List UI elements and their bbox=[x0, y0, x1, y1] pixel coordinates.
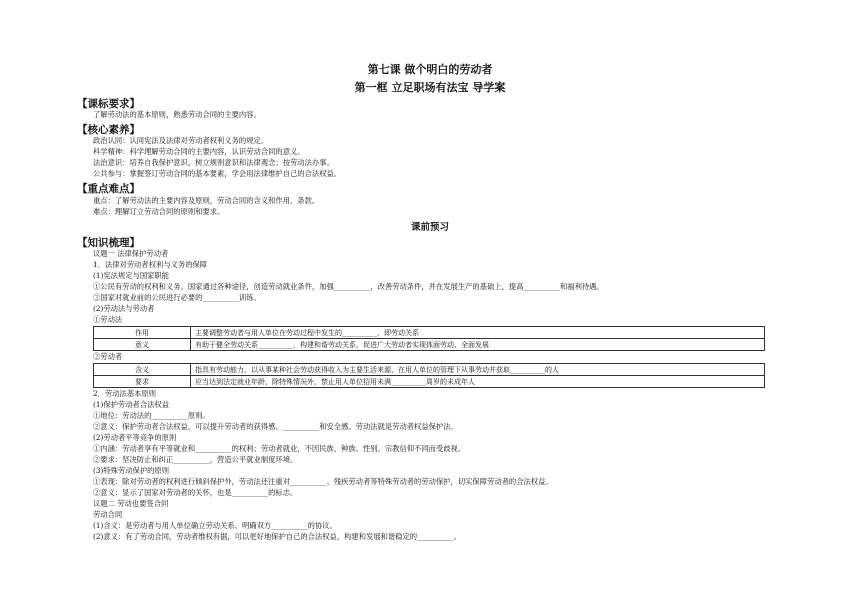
point-line: ①内涵：劳动者享有平等就业和__________的权利；劳动者就业，不因民族、种族、性别、宗教信仰不同而受歧视。 bbox=[93, 444, 466, 453]
zhongdian-line: 难点：理解订立劳动合同的原则和要求。 bbox=[93, 207, 225, 216]
hexin-line: 政治认同：认同宪法及法律对劳动者权利义务的规定。 bbox=[93, 136, 269, 145]
table-value: 有助于健全劳动关系__________，构建和谐劳动关系，促进广大劳动者实现体面劳动、全面发展 bbox=[191, 339, 765, 351]
zhongdian-line: 重点：了解劳动法的主要内容及原则，劳动合同的含义和作用、条款。 bbox=[93, 196, 320, 205]
point-line: ②国家对就业前的公民进行必要的__________训练。 bbox=[93, 293, 261, 302]
table-row bbox=[94, 376, 765, 388]
heading-kebiao: 【课标要求】 bbox=[77, 98, 140, 110]
hexin-line: 公共参与：掌握签订劳动合同的基本要素，学会用法律维护自己的合法权益。 bbox=[93, 169, 342, 178]
point-line: ①表现：除对劳动者的权利进行倾斜保护外，劳动法还注重对__________、残疾劳动者等特殊劳动者的劳动保护，切实保障劳动者的合法权益。 bbox=[93, 477, 553, 486]
lesson-title: 第七课 做个明白的劳动者 bbox=[367, 63, 493, 76]
table-row bbox=[94, 327, 765, 339]
point-line: (2)意义：有了劳动合同，劳动者维权有据，可以更好地保护自己的合法权益，构建和发展和谐稳定的__________。 bbox=[93, 532, 461, 541]
kebiao-line: 了解劳动法的基本原则，熟悉劳动合同的主要内容。 bbox=[93, 110, 261, 119]
hexin-line: 科学精神：科学理解劳动合同的主要内容，认识劳动合同的意义。 bbox=[93, 147, 305, 156]
table-value: 主要调整劳动者与用人单位在劳动过程中发生的__________，即劳动关系 bbox=[191, 327, 765, 339]
point-line: (1)含义：是劳动者与用人单位确立劳动关系、明确双方__________的协议。 bbox=[93, 521, 337, 530]
point-line: ①地位：劳动法的__________原则。 bbox=[93, 411, 210, 420]
point-line: ②劳动者 bbox=[93, 352, 123, 361]
point-line: 劳动合同 bbox=[93, 510, 123, 519]
table-row bbox=[94, 364, 765, 376]
point-line: (1)保护劳动者合法权益 bbox=[93, 400, 170, 409]
table-key: 含义 bbox=[94, 364, 191, 376]
point-line: (2)劳动法与劳动者 bbox=[93, 304, 155, 313]
topic-line: 议题一 法律保护劳动者 bbox=[93, 249, 169, 258]
point-line: (2)劳动者平等竞争的原则 bbox=[93, 433, 177, 442]
heading-zhongdian: 【重点难点】 bbox=[77, 183, 140, 195]
section-title: 第一框 立足职场有法宝 导学案 bbox=[354, 81, 506, 94]
point-line: 1．法律对劳动者权利与义务的保障 bbox=[93, 260, 208, 269]
table-row bbox=[94, 339, 765, 351]
point-line: (1)宪法规定与国家职能 bbox=[93, 271, 170, 280]
labor-law-table bbox=[93, 326, 765, 351]
hexin-line: 法治意识：培养自我保护意识，树立规则意识和法律观念；按劳动法办事。 bbox=[93, 158, 334, 167]
topic-line: 议题二 劳动也要签合同 bbox=[93, 499, 169, 508]
worker-table bbox=[93, 363, 765, 388]
point-line: 2．劳动法基本原则 bbox=[93, 389, 157, 398]
point-line: ②要求：坚决防止和纠正__________，营造公平就业制度环境。 bbox=[93, 455, 298, 464]
table-key: 要求 bbox=[94, 376, 191, 388]
table-value: 指具有劳动能力、以从事某种社会劳动获得收入为主要生活来源、在用人单位的管理下从事劳动并获取__________的人 bbox=[191, 364, 765, 376]
point-line: ②意义：保护劳动者合法权益，可以提升劳动者的获得感、__________和安全感。劳动法就是劳动者权益保护法。 bbox=[93, 422, 458, 431]
heading-hexin: 【核心素养】 bbox=[77, 124, 140, 136]
point-line: ①公民有劳动的权利和义务。国家通过各种途径，创造劳动就业条件，加强__________，改善劳动条件，并在发展生产的基础上，提高__________和福利待遇。 bbox=[93, 282, 604, 291]
point-line: ②意义：显示了国家对劳动者的关怀，也是__________的标志。 bbox=[93, 488, 298, 497]
table-key: 意义 bbox=[94, 339, 191, 351]
point-line: ①劳动法 bbox=[93, 315, 123, 324]
table-value: 应当达到法定就业年龄，除特殊情况外，禁止用人单位招用未满__________周岁的未成年人 bbox=[191, 376, 765, 388]
preview-heading: 课前预习 bbox=[410, 222, 449, 233]
point-line: (3)特殊劳动保护的原则 bbox=[93, 466, 170, 475]
heading-zhishi: 【知识梳理】 bbox=[77, 237, 140, 249]
table-key: 作用 bbox=[94, 327, 191, 339]
